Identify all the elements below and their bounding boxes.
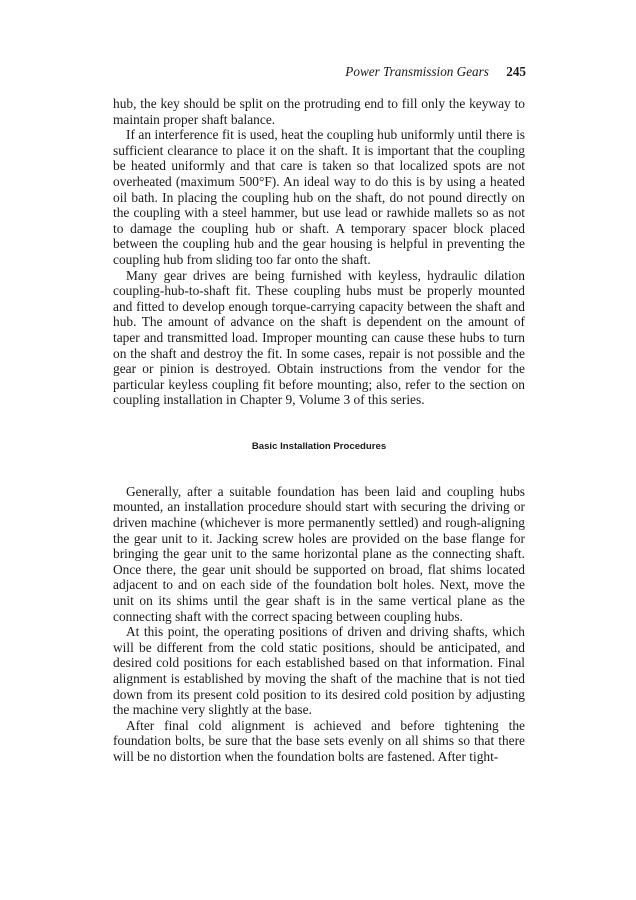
running-head — [345, 64, 526, 80]
paragraph-final-alignment: After final cold alignment is achieved and before tightening the foundation bolts, be sure that the base sets evenly on all shims so that there will be no distortion when the foundation bolts are fastened. After tight- — [113, 717, 525, 764]
paragraph-keyless-coupling: Many gear drives are being furnished with keyless, hydraulic dilation coupling-hub-to-shaft fit. These coupling hubs must be properly mounted and fitted to develop enough torque-carrying capacity between the shaft and hub. The amount of advance on the shaft is dependent on the amount of taper and transmitted load. Improper mounting can cause these hubs to turn on the shaft and destroy the fit. In some cases, repair is not possible and the gear or pinion is destroyed. Obtain instructions from the vendor for the particular keyless coupling fit before mounting; also, refer to the section on coupling installation in Chapter 9, Volume 3 of this series. — [113, 267, 525, 408]
running-title: Power Transmission Gears — [345, 64, 489, 79]
paragraph-continuation: hub, the key should be split on the protruding end to fill only the keyway to maintain proper shaft balance. — [113, 96, 525, 127]
paragraph-operating-positions: At this point, the operating positions of driven and driving shafts, which will be different from the cold static positions, should be anticipated, and desired cold positions for each established based on that information. Final alignment is established by moving the shaft of the machine that is not tied down from its present cold position to its desired cold position by adjusting the machine very slightly at the base. — [113, 624, 525, 718]
paragraph-installation-start: Generally, after a suitable foundation has been laid and coupling hubs mounted, an installation procedure should start with securing the driving or driven machine (whichever is more permanently settled) and rough-aligning the gear unit to it. Jacking screw holes are provided on the base flange for bringing the gear unit to the same horizontal plane as the connecting shaft. Once there, the gear unit should be supported on broad, flat shims located adjacent to and on each side of the foundation bolt holes. Next, move the unit on its shims until the gear shaft is in the same vertical plane as the connecting shaft with the correct spacing between coupling hubs. — [113, 483, 525, 624]
section-heading: Basic Installation Procedures — [251, 440, 387, 452]
page-number: 245 — [506, 64, 526, 79]
body-text — [113, 96, 525, 765]
paragraph-interference-fit: If an interference fit is used, heat the coupling hub uniformly until there is sufficient clearance to place it on the shaft. It is important that the coupling be heated uniformly and that care is taken so that localized spots are not overheated (maximum 500°F). An ideal way to do this is by using a heated oil bath. In placing the coupling hub on the shaft, do not pound directly on the coupling with a steel hammer, but use lead or rawhide mallets so as not to damage the coupling hub or shaft. A temporary spacer block placed between the coupling hub and the gear housing is helpful in preventing the coupling hub from sliding too far onto the shaft. — [113, 127, 525, 267]
